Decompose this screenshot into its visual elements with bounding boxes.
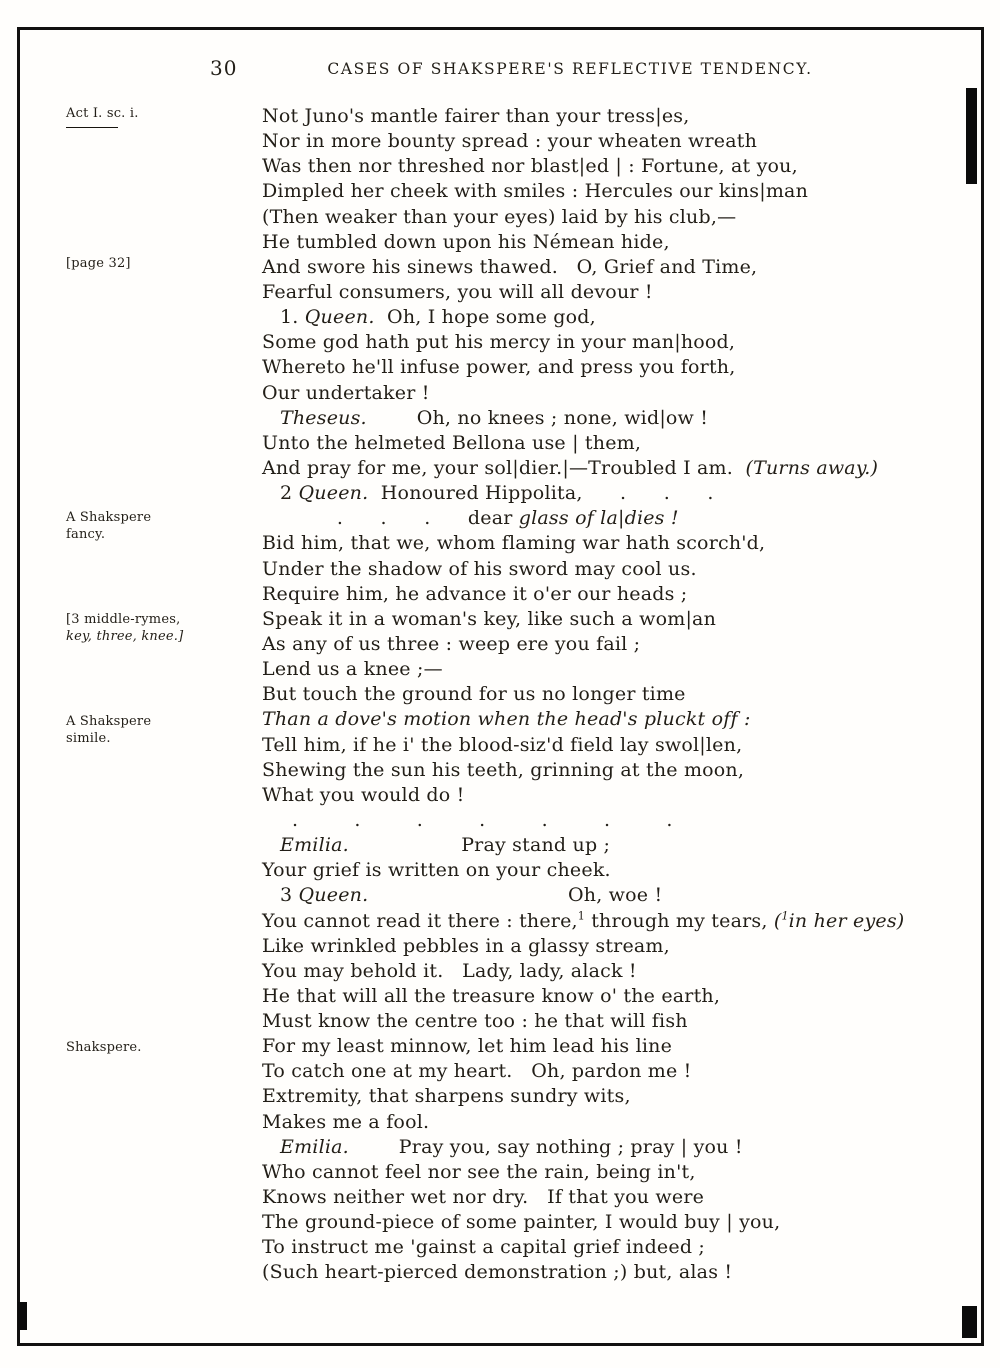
verse-segment: 2 bbox=[280, 482, 299, 505]
margin-note-line: fancy. bbox=[66, 526, 106, 542]
verse-segment: But touch the ground for us no longer time bbox=[262, 683, 686, 706]
verse-line bbox=[262, 179, 968, 204]
verse-segment: For my least minnow, let him lead his line bbox=[262, 1035, 673, 1058]
verse-segment: Fearful consumers, you will all devour ! bbox=[262, 280, 653, 303]
verse-line bbox=[262, 783, 968, 808]
margin-note bbox=[66, 510, 246, 543]
verse-segment: Your grief is written on your cheek. bbox=[262, 859, 611, 882]
verse-line bbox=[262, 657, 968, 682]
verse-line bbox=[262, 1009, 968, 1034]
verse-segment: Lend us a knee ;— bbox=[262, 658, 443, 681]
verse-line bbox=[262, 1260, 968, 1285]
verse-line bbox=[262, 959, 968, 984]
verse-line bbox=[262, 230, 968, 255]
verse-line bbox=[262, 607, 968, 632]
verse-segment: Like wrinkled pebbles in a glassy stream, bbox=[262, 934, 670, 957]
verse-segment: (Turns away.) bbox=[745, 456, 879, 479]
verse-line bbox=[262, 909, 968, 934]
verse-line bbox=[262, 1160, 968, 1185]
margin-note bbox=[66, 612, 246, 645]
margin-note-line: A Shakspere bbox=[66, 714, 152, 729]
page-number: 30 bbox=[210, 56, 238, 80]
verse-line bbox=[262, 406, 968, 431]
verse-segment: Our undertaker ! bbox=[262, 381, 430, 404]
verse-segment: (Then weaker than your eyes) laid by his club,— bbox=[262, 205, 737, 228]
verse-line bbox=[262, 531, 968, 556]
verse-line bbox=[262, 1210, 968, 1235]
verse-segment: in her eyes bbox=[788, 909, 897, 932]
margin-note bbox=[66, 714, 246, 747]
margin-note-line: simile. bbox=[66, 730, 111, 746]
verse-segment: Theseus. bbox=[280, 406, 367, 429]
scan-artifact-right-bar bbox=[966, 88, 977, 184]
verse-line bbox=[262, 506, 968, 531]
verse-segment: To instruct me 'gainst a capital grief indeed ; bbox=[262, 1236, 706, 1259]
verse-line bbox=[262, 129, 968, 154]
verse-line bbox=[262, 481, 968, 506]
verse-segment: You may behold it. Lady, lady, alack ! bbox=[262, 959, 637, 982]
verse-line bbox=[262, 858, 968, 883]
verse-segment: Whereto he'll infuse power, and press you forth, bbox=[262, 356, 736, 379]
verse-line bbox=[262, 330, 968, 355]
verse-line bbox=[262, 381, 968, 406]
margin-note bbox=[66, 1040, 246, 1057]
verse-segment: Emilia. bbox=[280, 1135, 349, 1158]
verse-segment: Must know the centre too : he that will fish bbox=[262, 1010, 688, 1033]
verse-line bbox=[262, 1235, 968, 1260]
verse-segment: (Such heart-pierced demonstration ;) but, alas ! bbox=[262, 1261, 733, 1284]
verse-segment: Shewing the sun his teeth, grinning at the moon, bbox=[262, 758, 745, 781]
verse-line bbox=[262, 456, 968, 481]
verse-body bbox=[262, 104, 968, 1286]
verse-line bbox=[262, 682, 968, 707]
verse-segment: Pray stand up ; bbox=[348, 834, 611, 857]
verse-segment: Unto the helmeted Bellona use | them, bbox=[262, 431, 642, 454]
verse-line bbox=[262, 557, 968, 582]
verse-line bbox=[262, 355, 968, 380]
verse-line bbox=[262, 431, 968, 456]
footnote-marker: 1 bbox=[577, 909, 585, 923]
verse-segment: Emilia. bbox=[280, 834, 349, 857]
verse-line bbox=[262, 205, 968, 230]
verse-segment: Extremity, that sharpens sundry wits, bbox=[262, 1085, 631, 1108]
verse-segment: Not Juno's mantle fairer than your tress|es, bbox=[262, 105, 690, 127]
verse-segment: He tumbled down upon his Némean hide, bbox=[262, 230, 670, 253]
verse-segment: Oh, no knees ; none, wid|ow ! bbox=[366, 406, 709, 429]
verse-segment: Than a dove's motion when the head's pluckt off : bbox=[262, 708, 751, 731]
verse-segment: To catch one at my heart. Oh, pardon me ! bbox=[262, 1060, 692, 1083]
verse-segment: What you would do ! bbox=[262, 783, 465, 806]
verse-segment: Queen. bbox=[304, 306, 375, 329]
verse-line bbox=[262, 632, 968, 657]
verse-segment: Bid him, that we, whom flaming war hath scorch'd, bbox=[262, 532, 766, 555]
verse-line bbox=[262, 305, 968, 330]
margin-note bbox=[66, 256, 246, 273]
verse-segment: Nor in more bounty spread : your wheaten wreath bbox=[262, 130, 758, 153]
verse-line bbox=[262, 808, 968, 833]
verse-segment: glass of la|dies ! bbox=[518, 507, 679, 530]
verse-line bbox=[262, 255, 968, 280]
verse-segment: Require him, he advance it o'er our heads ; bbox=[262, 582, 688, 605]
verse-line bbox=[262, 934, 968, 959]
verse-line bbox=[262, 758, 968, 783]
margin-note-line: [page 32] bbox=[66, 256, 131, 271]
verse-segment: ) bbox=[896, 909, 905, 932]
margin-note bbox=[66, 106, 246, 128]
verse-line bbox=[262, 280, 968, 305]
verse-line bbox=[262, 104, 968, 129]
verse-segment: Dimpled her cheek with smiles : Hercules our kins|man bbox=[262, 180, 809, 203]
verse-line bbox=[262, 984, 968, 1009]
verse-segment: Queen. bbox=[298, 884, 369, 907]
running-title: CASES OF SHAKSPERE'S REFLECTIVE TENDENCY. bbox=[327, 60, 813, 78]
verse-line bbox=[262, 1110, 968, 1135]
verse-line bbox=[262, 1034, 968, 1059]
verse-line bbox=[262, 833, 968, 858]
verse-segment: ( bbox=[773, 909, 782, 932]
verse-segment: The ground-piece of some painter, I would buy | you, bbox=[262, 1211, 781, 1234]
verse-segment: And swore his sinews thawed. O, Grief and Time, bbox=[262, 255, 758, 278]
verse-segment: 3 bbox=[280, 884, 299, 907]
verse-segment: Some god hath put his mercy in your man|hood, bbox=[262, 331, 736, 354]
verse-segment: As any of us three : weep ere you fail ; bbox=[262, 632, 641, 655]
margin-note-line: [3 middle-rymes, bbox=[66, 612, 181, 627]
verse-segment: Queen. bbox=[298, 482, 369, 505]
verse-segment: Who cannot feel nor see the rain, being in't, bbox=[262, 1160, 696, 1183]
margin-note-line: Shakspere. bbox=[66, 1040, 142, 1055]
verse-line bbox=[262, 1084, 968, 1109]
verse-segment: He that will all the treasure know o' the earth, bbox=[262, 984, 721, 1007]
verse-line bbox=[262, 707, 968, 732]
verse-segment: Pray you, say nothing ; pray | you ! bbox=[348, 1135, 743, 1158]
verse-segment: Honoured Hippolita, . . . bbox=[368, 482, 714, 505]
verse-line bbox=[262, 1135, 968, 1160]
verse-line bbox=[262, 733, 968, 758]
margin-note-line: A Shakspere bbox=[66, 510, 152, 525]
footnote-marker: 1 bbox=[781, 909, 789, 923]
verse-line bbox=[262, 1185, 968, 1210]
verse-segment: You cannot read it there : there, bbox=[262, 909, 578, 932]
margin-note-rule bbox=[66, 127, 118, 128]
verse-segment: Knows neither wet nor dry. If that you were bbox=[262, 1186, 705, 1209]
margin-note-line: Act I. sc. i. bbox=[66, 106, 139, 121]
verse-line bbox=[262, 883, 968, 908]
verse-segment: 1. bbox=[280, 306, 305, 329]
verse-segment: Was then nor threshed nor blast|ed | : Fortune, at you, bbox=[262, 155, 798, 178]
margin-note-line: key, three, knee.] bbox=[66, 628, 184, 644]
verse-segment: through my tears, bbox=[584, 909, 774, 932]
verse-segment: Speak it in a woman's key, like such a wom|an bbox=[262, 607, 717, 630]
verse-segment: Oh, I hope some god, bbox=[374, 306, 596, 329]
verse-segment: Makes me a fool. bbox=[262, 1110, 430, 1133]
verse-segment: And pray for me, your sol|dier.|—Troubled I am. bbox=[262, 456, 746, 479]
verse-segment: . . . dear bbox=[262, 507, 519, 530]
verse-segment: Oh, woe ! bbox=[368, 884, 663, 907]
scan-artifact-bottom-right bbox=[962, 1306, 977, 1338]
verse-segment: Tell him, if he i' the blood-siz'd field lay swol|len, bbox=[262, 733, 743, 756]
scan-artifact-bottom-left bbox=[18, 1302, 27, 1330]
verse-line bbox=[262, 1059, 968, 1084]
verse-segment: Under the shadow of his sword may cool us. bbox=[262, 557, 697, 580]
verse-line bbox=[262, 154, 968, 179]
verse-segment: . . . . . . . bbox=[292, 808, 673, 831]
verse-line bbox=[262, 582, 968, 607]
